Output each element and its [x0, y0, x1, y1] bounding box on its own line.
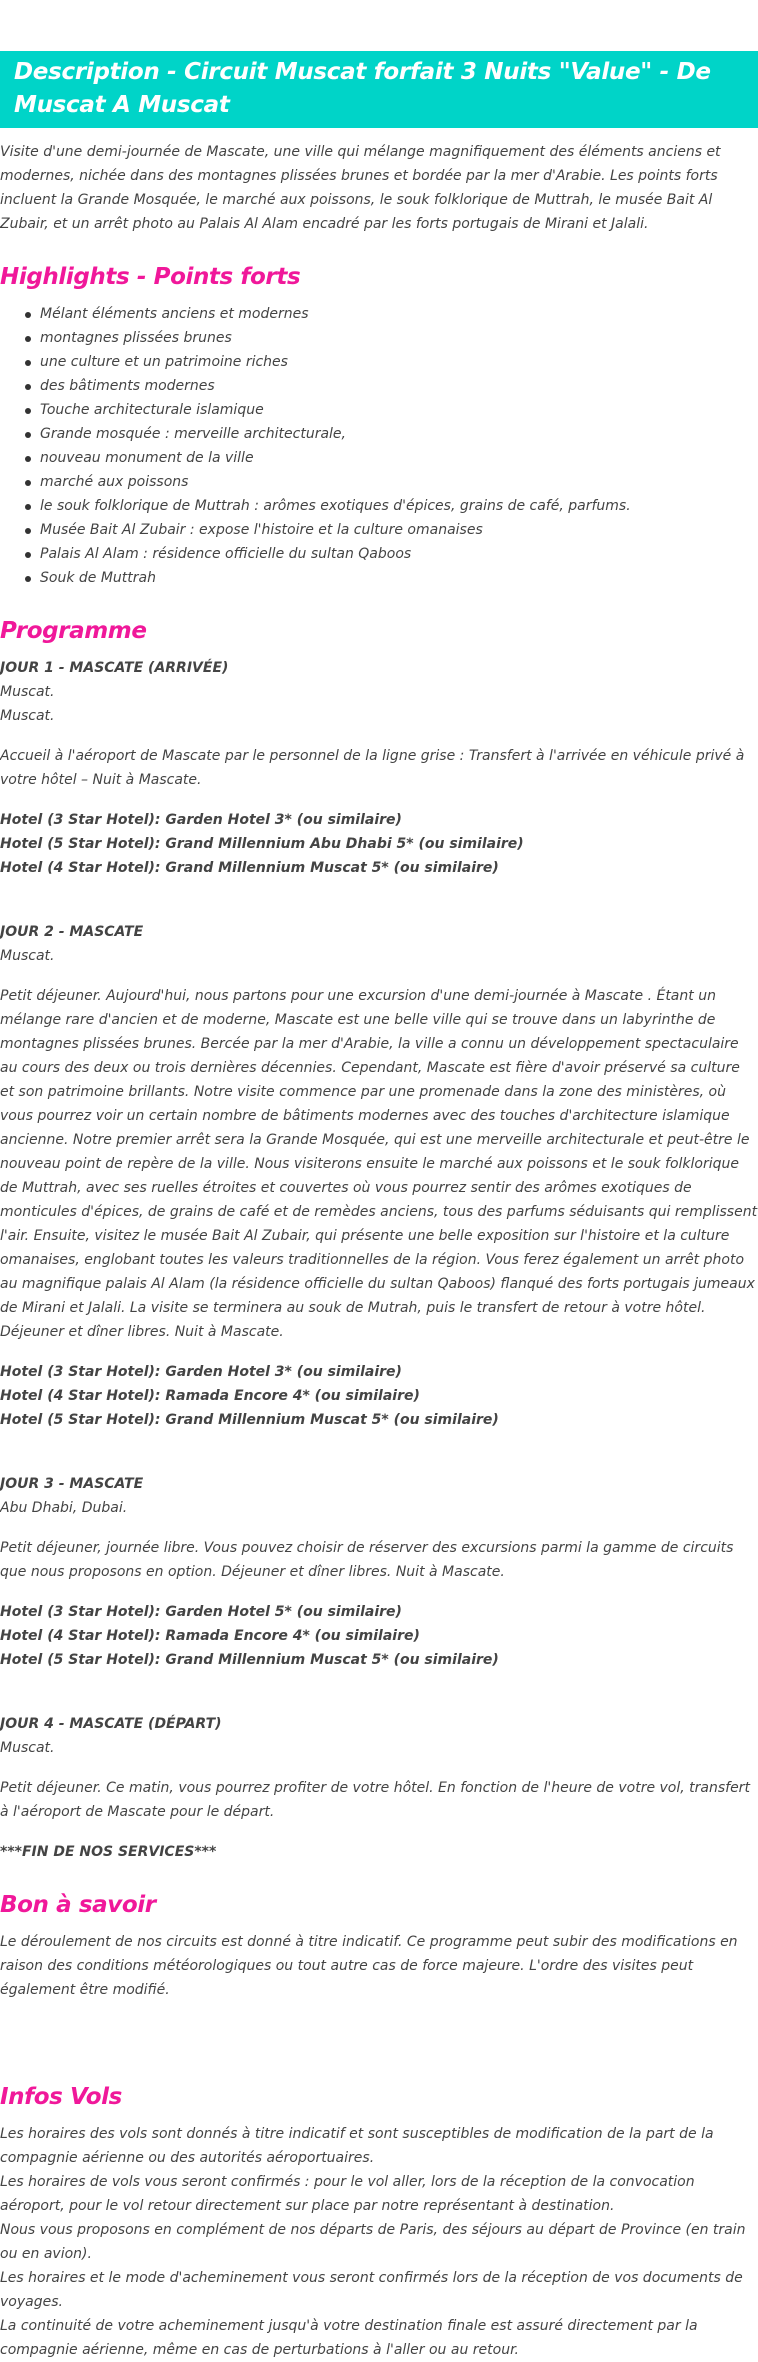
- day-1: [0, 656, 758, 880]
- hotel-line: Hotel (5 Star Hotel): Grand Millennium Muscat 5* (ou similaire): [0, 1652, 499, 1668]
- list-item: Musée Bait Al Zubair : expose l'histoire et la culture omanaises: [40, 518, 758, 542]
- bon-a-savoir-text: Le déroulement de nos circuits est donné à titre indicatif. Ce programme peut subir des modifications en raison des conditions météorologiques ou tout autre cas de force majeure. L'ordre des visites peut également être modifié.: [0, 1934, 738, 1998]
- list-item: Grande mosquée : merveille architecturale,: [40, 422, 758, 446]
- hotel-line: Hotel (5 Star Hotel): Grand Millennium Muscat 5* (ou similaire): [0, 1412, 499, 1428]
- bullet-icon: [25, 528, 31, 534]
- hotel-line: Hotel (4 Star Hotel): Ramada Encore 4* (ou similaire): [0, 1628, 420, 1644]
- day-2: [0, 920, 758, 1432]
- day-location: Muscat.: [0, 684, 55, 700]
- day-title: JOUR 1 - MASCATE (ARRIVÉE): [0, 660, 229, 676]
- bullet-icon: [25, 576, 31, 582]
- day-location: Abu Dhabi, Dubai.: [0, 1500, 128, 1516]
- day-description: Accueil à l'aéroport de Mascate par le personnel de la ligne grise : Transfert à l'arrivée en véhicule privé à votre hôtel – Nuit à Mascate.: [0, 748, 745, 788]
- hotel-line: Hotel (3 Star Hotel): Garden Hotel 3* (ou similaire): [0, 1364, 402, 1380]
- bullet-icon: [25, 336, 31, 342]
- infos-vols-text: [0, 2122, 758, 2362]
- hotel-line: Hotel (3 Star Hotel): Garden Hotel 3* (ou similaire): [0, 812, 402, 828]
- list-item: marché aux poissons: [40, 470, 758, 494]
- day-location: Muscat.: [0, 1740, 55, 1756]
- infos-vols-line: Les horaires et le mode d'acheminement vous seront confirmés lors de la réception de vos documents de voyages.: [0, 2270, 743, 2310]
- day-title: JOUR 3 - MASCATE: [0, 1476, 144, 1492]
- list-item: des bâtiments modernes: [40, 374, 758, 398]
- page-title: Description - Circuit Muscat forfait 3 Nuits "Value" - De Muscat A Muscat: [14, 59, 711, 118]
- bullet-icon: [25, 552, 31, 558]
- hotel-list: [0, 808, 758, 880]
- title-banner: [0, 51, 758, 128]
- infos-vols-line: Les horaires de vols vous seront confirmés : pour le vol aller, lors de la réception de la convocation aéroport, pour le vol retour directement sur place par notre représentant à destination.: [0, 2174, 695, 2214]
- hotel-line: Hotel (5 Star Hotel): Grand Millennium Abu Dhabi 5* (ou similaire): [0, 836, 524, 852]
- day-3: [0, 1472, 758, 1672]
- highlights-list: [0, 302, 758, 590]
- day-title: JOUR 2 - MASCATE: [0, 924, 144, 940]
- bullet-icon: [25, 504, 31, 510]
- infos-vols-line: Les horaires des vols sont donnés à titre indicatif et sont susceptibles de modification de la part de la compagnie aérienne ou des autorités aéroportuaires.: [0, 2126, 714, 2166]
- bullet-icon: [25, 456, 31, 462]
- day-title: JOUR 4 - MASCATE (DÉPART): [0, 1716, 222, 1732]
- list-item: une culture et un patrimoine riches: [40, 350, 758, 374]
- bullet-icon: [25, 432, 31, 438]
- list-item: Mélant éléments anciens et modernes: [40, 302, 758, 326]
- intro-text: Visite d'une demi-journée de Mascate, une ville qui mélange magnifiquement des éléments anciens et modernes, nichée dans des montagnes plissées brunes et bordée par la mer d'Arabie. Les points forts incluent la Grande Mosquée, le marché aux poissons, le souk folklorique de Muttrah, le musée Bait Al Zubair, et un arrêt photo au Palais Al Alam encadré par les forts portugais de Mirani et Jalali.: [0, 144, 721, 232]
- bullet-icon: [25, 384, 31, 390]
- highlights-heading: Highlights - Points forts: [0, 264, 301, 290]
- day-location: Muscat.: [0, 708, 55, 724]
- bullet-icon: [25, 408, 31, 414]
- hotel-list: [0, 1600, 758, 1672]
- list-item: montagnes plissées brunes: [40, 326, 758, 350]
- day-4: [0, 1712, 758, 1864]
- hotel-line: Hotel (4 Star Hotel): Ramada Encore 4* (ou similaire): [0, 1388, 420, 1404]
- infos-vols-heading: Infos Vols: [0, 2084, 122, 2110]
- end-of-services: ***FIN DE NOS SERVICES***: [0, 1844, 217, 1860]
- bullet-icon: [25, 480, 31, 486]
- list-item: Touche architecturale islamique: [40, 398, 758, 422]
- bullet-icon: [25, 360, 31, 366]
- bon-a-savoir-heading: Bon à savoir: [0, 1892, 156, 1918]
- day-description: Petit déjeuner. Ce matin, vous pourrez profiter de votre hôtel. En fonction de l'heure de votre vol, transfert à l'aéroport de Mascate pour le départ.: [0, 1780, 750, 1820]
- list-item: Palais Al Alam : résidence officielle du sultan Qaboos: [40, 542, 758, 566]
- bullet-icon: [25, 312, 31, 318]
- day-description: Petit déjeuner, journée libre. Vous pouvez choisir de réserver des excursions parmi la gamme de circuits que nous proposons en option. Déjeuner et dîner libres. Nuit à Mascate.: [0, 1540, 734, 1580]
- day-location: Muscat.: [0, 948, 55, 964]
- hotel-line: Hotel (4 Star Hotel): Grand Millennium Muscat 5* (ou similaire): [0, 860, 499, 876]
- infos-vols-line: Nous vous proposons en complément de nos départs de Paris, des séjours au départ de Province (en train ou en avion).: [0, 2222, 746, 2262]
- list-item: le souk folklorique de Muttrah : arômes exotiques d'épices, grains de café, parfums.: [40, 494, 758, 518]
- list-item: nouveau monument de la ville: [40, 446, 758, 470]
- list-item: Souk de Muttrah: [40, 566, 758, 590]
- programme-heading: Programme: [0, 618, 147, 644]
- day-description: Petit déjeuner. Aujourd'hui, nous partons pour une excursion d'une demi-journée à Mascate . Étant un mélange rare d'ancien et de moderne, Mascate est une belle ville qui se trouve dans un labyrinthe de montagnes plissées brunes. Bercée par la mer d'Arabie, la ville a connu un développement spectaculaire au cours des deux ou trois dernières décennies. Cependant, Mascate est fière d'avoir préservé sa culture et son patrimoine brillants. Notre visite commence par une promenade dans la zone des ministères, où vous pourrez voir un certain nombre de bâtiments modernes avec des touches d'architecture islamique ancienne. Notre premier arrêt sera la Grande Mosquée, qui est une merveille architecturale et peut-être le nouveau point de repère de la ville. Nous visiterons ensuite le marché aux poissons et le souk folklorique de Muttrah, avec ses ruelles étroites et couvertes où vous pourrez sentir des arômes exotiques de monticules d'épices, de grains de café et de remèdes anciens, tous des parfums séduisants qui remplissent l'air. Ensuite, visitez le musée Bait Al Zubair, qui présente une belle exposition sur l'histoire et la culture omanaises, englobant toutes les valeurs traditionnelles de la région. Vous ferez également un arrêt photo au magnifique palais Al Alam (la résidence officielle du sultan Qaboos) flanqué des forts portugais jumeaux de Mirani et Jalali. La visite se terminera au souk de Mutrah, puis le transfert de retour à votre hôtel. Déjeuner et dîner libres. Nuit à Mascate.: [0, 988, 758, 1340]
- hotel-line: Hotel (3 Star Hotel): Garden Hotel 5* (ou similaire): [0, 1604, 402, 1620]
- infos-vols-line: La continuité de votre acheminement jusqu'à votre destination finale est assuré directement par la compagnie aérienne, même en cas de perturbations à l'aller ou au retour.: [0, 2318, 698, 2358]
- hotel-list: [0, 1360, 758, 1432]
